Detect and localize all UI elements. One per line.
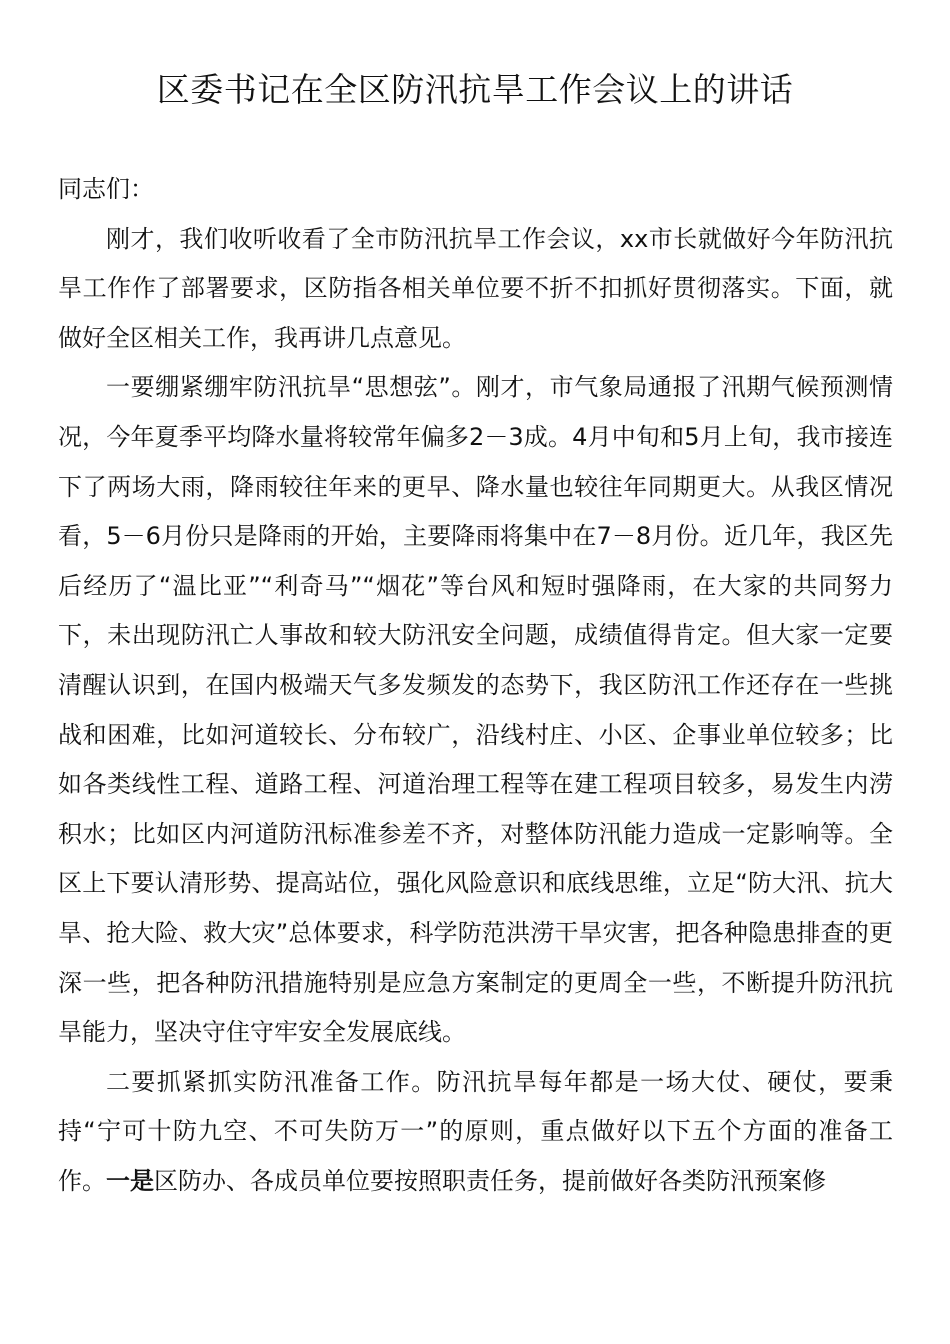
paragraph-3-tail: 区防办、各成员单位要按照职责任务，提前做好各类防汛预案修 (154, 1166, 826, 1195)
salutation: 同志们： (58, 175, 154, 203)
paragraph-3-lead: 二要抓紧抓实防汛准备工作。防汛抗旱每年都是一场大仗、硬仗，要秉持“宁可十防九空、不可失防万一”的原则，重点做好以下五个方面的准备工作。 (58, 1067, 893, 1195)
document-title: 区委书记在全区防汛抗旱工作会议上的讲话 (156, 70, 794, 109)
paragraph-3 (58, 1058, 893, 1207)
document-body (58, 165, 893, 1206)
paragraph-1: 刚才，我们收听收看了全市防汛抗旱工作会议，xx市长就做好今年防汛抗旱工作作了部署要求，区防指各相关单位要不折不扣抓好贯彻落实。下面，就做好全区相关工作，我再讲几点意见。 (58, 224, 893, 352)
paragraph-2: 一要绷紧绷牢防汛抗旱“思想弦”。刚才，市气象局通报了汛期气候预测情况，今年夏季平均降水量将较常年偏多2－3成。4月中旬和5月上旬，我市接连下了两场大雨，降雨较往年来的更早、降水量也较往年同期更大。从我区情况看，5－6月份只是降雨的开始，主要降雨将集中在7－8月份。近几年，我区先后经历了“温比亚”“利奇马”“烟花”等台风和短时强降雨，在大家的共同努力下，未出现防汛亡人事故和较大防汛安全问题，成绩值得肯定。但大家一定要清醒认识到，在国内极端天气多发频发的态势下，我区防汛工作还存在一些挑战和困难，比如河道较长、分布较广，沿线村庄、小区、企事业单位较多；比如各类线性工程、道路工程、河道治理工程等在建工程项目较多，易发生内涝积水；比如区内河道防汛标准参差不齐，对整体防汛能力造成一定影响等。全区上下要认清形势、提高站位，强化风险意识和底线思维，立足“防大汛、抗大旱、抢大险、救大灾”总体要求，科学防范洪涝干旱灾害，把各种隐患排查的更深一些，把各种防汛措施特别是应急方案制定的更周全一些，不断提升防汛抗旱能力，坚决守住守牢安全发展底线。 (58, 373, 893, 1047)
paragraph-3-bold-marker: 一是 (106, 1166, 154, 1195)
